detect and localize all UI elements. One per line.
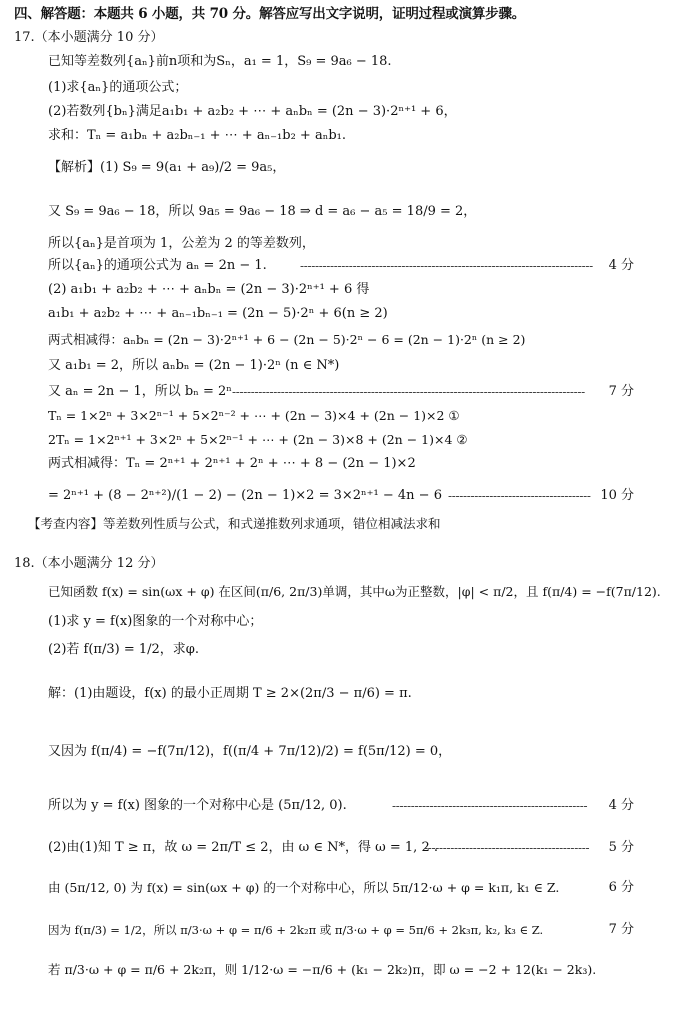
problem-17-question-1: (1)求{aₙ}的通项公式；	[48, 80, 188, 95]
problem-18-solution-line-6: 因为 f(π/3) = 1/2，所以 π/3·ω + φ = π/6 + 2k₂π 或 π/3·ω + φ = 5π/6 + 2k₃π, k₂, k₃ ∈ Z.	[48, 923, 544, 937]
dot-leader: ----------------------------------------------------------------------------------------------	[232, 385, 585, 399]
score-5: 5 分	[608, 840, 634, 855]
problem-18-question-1: (1)求 y = f(x)图象的一个对称中心；	[48, 614, 263, 629]
problem-18-given: 已知函数 f(x) = sin(ωx + φ) 在区间(π/6, 2π/3)单调，其中ω为正整数，|φ| < π/2，且 f(π/4) = −f(7π/12).	[48, 584, 661, 599]
score-7-p18: 7 分	[608, 922, 634, 937]
problem-18-solution-line-1: 解：(1)由题设，f(x) 的最小正周期 T ≥ 2×(2π/3 − π/6) = π.	[48, 686, 412, 701]
problem-17-solution-line-3: 所以{aₙ}是首项为 1，公差为 2 的等差数列，	[48, 236, 315, 251]
problem-18-title: 18.（本小题满分 12 分）	[14, 556, 164, 571]
problem-17-note	[28, 516, 441, 532]
dot-leader: --------------------------------------	[448, 489, 591, 503]
problem-18-solution-line-7: 若 π/3·ω + φ = π/6 + 2k₂π，则 1/12·ω = −π/6 + (k₁ − 2k₂)π，即 ω = −2 + 12(k₁ − 2k₃).	[48, 962, 597, 977]
problem-17-solution-line-12: 两式相减得：Tₙ = 2ⁿ⁺¹ + 2ⁿ⁺¹ + 2ⁿ + ⋯ + 8 − (2n − 1)×2	[48, 456, 416, 471]
problem-17-solution-line-5: (2) a₁b₁ + a₂b₂ + ⋯ + aₙbₙ = (2n − 3)·2ⁿ⁺¹ + 6 得	[48, 282, 370, 297]
problem-17-solution-line-9: 又 aₙ = 2n − 1，所以 bₙ = 2ⁿ	[48, 384, 232, 399]
dot-leader: --------------------------------------------	[424, 841, 590, 855]
problem-17-solution-line-1: 【解析】(1) S₉ = 9(a₁ + a₉)/2 = 9a₅，	[48, 160, 286, 175]
problem-18-question-2: (2)若 f(π/3) = 1/2，求φ.	[48, 642, 200, 657]
problem-17-given: 已知等差数列{aₙ}前n项和为Sₙ，a₁ = 1，S₉ = 9a₆ − 18.	[48, 54, 392, 69]
problem-17-title: 17.（本小题满分 10 分）	[14, 30, 164, 45]
dot-leader: ----------------------------------------------------	[392, 799, 588, 813]
problem-17-solution-line-10: Tₙ = 1×2ⁿ + 3×2ⁿ⁻¹ + 5×2ⁿ⁻² + ⋯ + (2n − 3)×4 + (2n − 1)×2 ①	[48, 408, 460, 423]
problem-18-solution-line-3: 所以为 y = f(x) 图象的一个对称中心是 (5π/12, 0).	[48, 798, 347, 813]
problem-17-solution-line-11: 2Tₙ = 1×2ⁿ⁺¹ + 3×2ⁿ + 5×2ⁿ⁻¹ + ⋯ + (2n − 3)×8 + (2n − 1)×4 ②	[48, 432, 468, 447]
score-10: 10 分	[600, 488, 634, 503]
problem-17-solution-line-8: 又 a₁b₁ = 2，所以 aₙbₙ = (2n − 1)·2ⁿ (n ∈ N*)	[48, 358, 340, 373]
problem-17-solution-line-13: = 2ⁿ⁺¹ + (8 − 2ⁿ⁺²)/(1 − 2) − (2n − 1)×2 = 3×2ⁿ⁺¹ − 4n − 6	[48, 488, 442, 503]
score-6: 6 分	[608, 880, 634, 895]
problem-17-question-2: (2)若数列{bₙ}满足a₁b₁ + a₂b₂ + ⋯ + aₙbₙ = (2n − 3)·2ⁿ⁺¹ + 6，	[48, 104, 457, 119]
note-text: 【考查内容】等差数列性质与公式，和式递推数列求通项，错位相减法求和	[28, 516, 441, 531]
problem-18-solution-line-5: 由 (5π/12, 0) 为 f(x) = sin(ωx + φ) 的一个对称中心，所以 5π/12·ω + φ = k₁π, k₁ ∈ Z.	[48, 880, 560, 895]
section-header: 四、解答题：本题共 6 小题，共 70 分。解答应写出文字说明，证明过程或演算步骤。	[14, 6, 526, 22]
score-4-p18: 4 分	[608, 798, 634, 813]
problem-17-question-3: 求和：Tₙ = a₁bₙ + a₂bₙ₋₁ + ⋯ + aₙ₋₁b₂ + aₙb₁.	[48, 128, 346, 143]
problem-17-solution-line-2: 又 S₉ = 9a₆ − 18，所以 9a₅ = 9a₆ − 18 ⇒ d = a₆ − a₅ = 18/9 = 2，	[48, 204, 477, 219]
problem-17-solution-line-6: a₁b₁ + a₂b₂ + ⋯ + aₙ₋₁bₙ₋₁ = (2n − 5)·2ⁿ + 6(n ≥ 2)	[48, 306, 388, 321]
problem-18-solution-line-4: (2)由(1)知 T ≥ π，故 ω = 2π/T ≤ 2，由 ω ∈ N*，得 ω = 1, 2 .	[48, 840, 438, 855]
score-4: 4 分	[608, 258, 634, 273]
problem-18-solution-line-2: 又因为 f(π/4) = −f(7π/12)，f((π/4 + 7π/12)/2) = f(5π/12) = 0，	[48, 744, 452, 759]
dot-leader: ------------------------------------------------------------------------------	[300, 259, 593, 273]
problem-17-solution-line-4: 所以{aₙ}的通项公式为 aₙ = 2n − 1.	[48, 258, 267, 273]
score-7: 7 分	[608, 384, 634, 399]
problem-17-solution-line-7: 两式相减得：aₙbₙ = (2n − 3)·2ⁿ⁺¹ + 6 − (2n − 5)·2ⁿ − 6 = (2n − 1)·2ⁿ (n ≥ 2)	[48, 332, 526, 347]
